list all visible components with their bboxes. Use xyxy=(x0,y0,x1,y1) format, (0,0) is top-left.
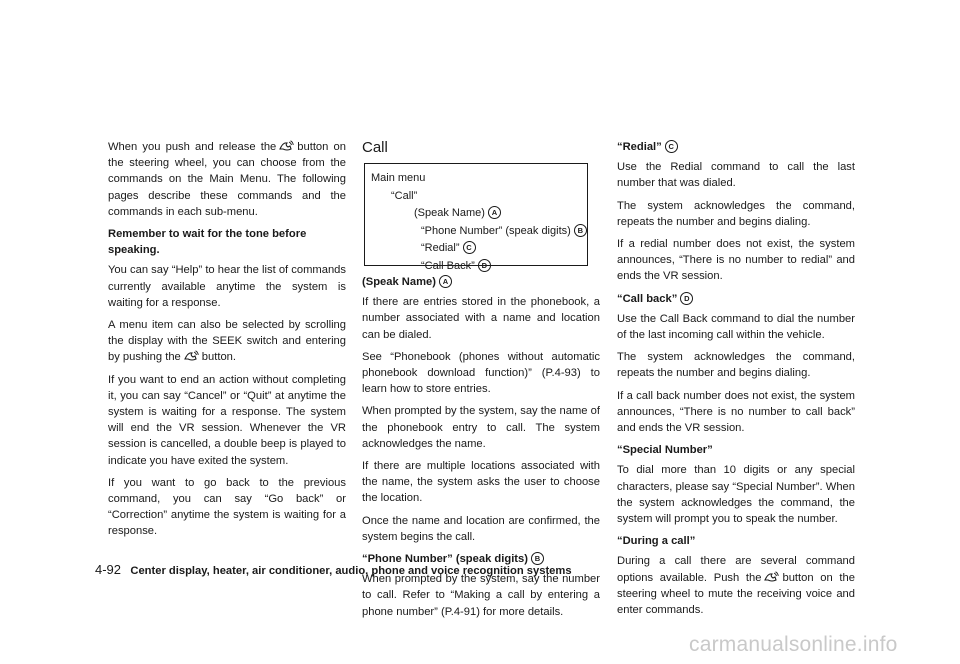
column-middle xyxy=(362,139,600,626)
paragraph-callback-none: If a call back number does not exist, the system announces, “There is no number to call back” and ends the VR session. xyxy=(617,389,855,435)
menu-call: “Call” xyxy=(391,189,418,202)
heading-speak-name: (Speak Name) A xyxy=(362,274,600,290)
note-wait-tone: Remember to wait for the tone before speaking. xyxy=(108,228,307,257)
call-menu-tree xyxy=(364,163,588,272)
watermark-text: carmanualsonline.info xyxy=(689,633,898,656)
paragraph-help: You can say “Help” to hear the list of commands currently available anytime the system is waiting for a response. xyxy=(108,264,346,309)
heading-phone-number: “Phone Number” (speak digits) B xyxy=(362,551,600,567)
page-number: 4-92 xyxy=(95,562,122,577)
callout-a-badge: A xyxy=(488,206,501,219)
paragraph-intro: When you push and release the button on the steering wheel, you can choose from the commands on the Main Menu. The following pages describe these commands and the commands in each sub-menu. xyxy=(108,141,346,218)
menu-main: Main menu xyxy=(371,172,426,184)
menu-call-back: “Call Back” D xyxy=(371,258,587,276)
paragraph-say-name: When prompted by the system, say the name of the phonebook entry to call. The system acknowledges the name. xyxy=(362,405,600,450)
menu-speak-name: (Speak Name) A xyxy=(371,205,587,223)
heading-call-back: “Call back” D xyxy=(617,291,855,307)
menu-phone-number: “Phone Number” (speak digits) B xyxy=(371,223,587,241)
paragraph-redial-use: Use the Redial command to call the last number that was dialed. xyxy=(617,161,855,190)
callout-a-badge: A xyxy=(439,275,452,288)
paragraph-special-number: To dial more than 10 digits or any special characters, please say “Special Number”. When the system acknowledges the command, the system will prompt you to speak the number. xyxy=(617,464,855,526)
paragraph-cancel: If you want to end an action without completing it, you can say “Cancel” or “Quit” at anytime the system is waiting for a response. The system will end the VR session. Whenever the VR session is cancelled, a double beep is played to indicate you have exited the system. xyxy=(108,373,346,467)
paragraph-callback-use: Use the Call Back command to dial the number of the last incoming call within the vehicle. xyxy=(617,312,855,342)
paragraph-confirmed: Once the name and location are confirmed, the system begins the call. xyxy=(362,514,600,543)
talk-button-icon xyxy=(279,140,294,152)
paragraph-multiple-locations: If there are multiple locations associated with the name, the system asks the user to choose the location. xyxy=(362,460,600,505)
paragraph-redial-none: If a redial number does not exist, the system announces, “There is no number to redial” and ends the VR session. xyxy=(617,238,855,283)
heading-during-call: “During a call” xyxy=(617,535,696,548)
paragraph-redial-ack: The system acknowledges the command, repeats the number and begins dialing. xyxy=(617,199,855,228)
paragraph-during-call: During a call there are several command options available. Push the button on the steering wheel to mute the receiving voice and enter commands. xyxy=(617,555,855,617)
paragraph-say-number: When prompted by the system, say the number to call. Refer to “Making a call by entering a phone number” (P.4-91) for more details. xyxy=(362,573,600,618)
page-footer xyxy=(95,563,572,578)
paragraph-callback-ack: The system acknowledges the command, repeats the number and begins dialing. xyxy=(617,351,855,380)
column-left xyxy=(108,139,346,546)
paragraph-phonebook-entries: If there are entries stored in the phonebook, a number associated with a name and location can be dialed. xyxy=(362,296,600,341)
callout-c-badge: C xyxy=(665,140,678,153)
callout-d-badge: D xyxy=(680,292,693,305)
paragraph-see-phonebook: See “Phonebook (phones without automatic phonebook download function)” (P.4-93) to learn how to store entries. xyxy=(362,350,600,396)
talk-button-icon xyxy=(764,571,779,583)
section-title-call: Call xyxy=(362,139,388,156)
heading-redial: “Redial” C xyxy=(617,139,855,155)
menu-redial: “Redial” C xyxy=(371,240,587,258)
heading-special-number: “Special Number” xyxy=(617,444,713,457)
footer-chapter-title: Center display, heater, air conditioner, audio, phone and voice recognition systems xyxy=(130,565,572,577)
column-right xyxy=(617,139,855,624)
paragraph-scroll: A menu item can also be selected by scrolling the display with the SEEK switch and entering by pushing the button. xyxy=(108,319,346,364)
callout-c-badge: C xyxy=(463,241,476,254)
callout-b-badge: B xyxy=(531,552,544,565)
callout-d-badge: D xyxy=(478,259,491,272)
callout-b-badge: B xyxy=(574,224,587,237)
paragraph-go-back: If you want to go back to the previous command, you can say “Go back” or “Correction” anytime the system is waiting for a response. xyxy=(108,476,346,538)
talk-button-icon xyxy=(184,350,199,362)
